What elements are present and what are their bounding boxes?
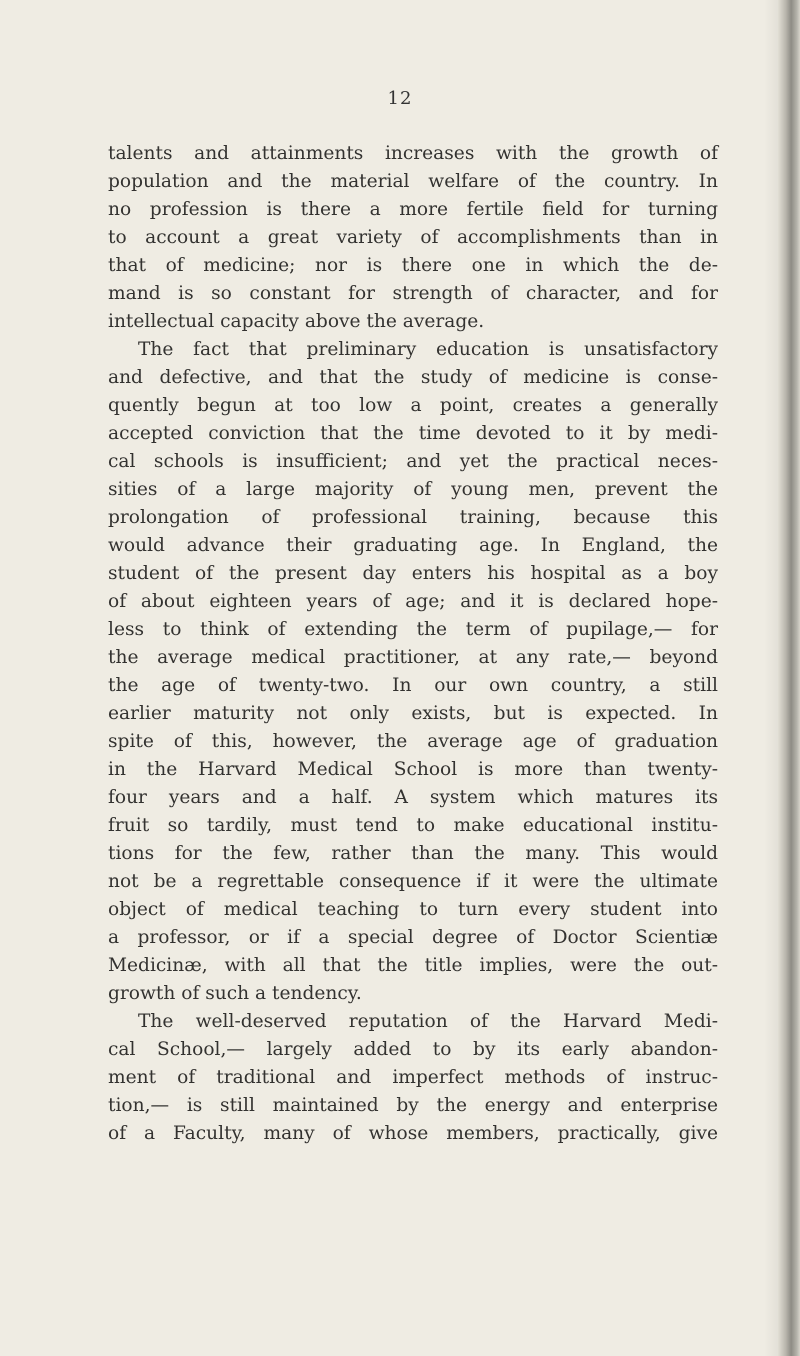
text-line: of a Faculty, many of whose members, practically, give xyxy=(108,1123,718,1144)
text-line: earlier maturity not only exists, but is expected. In xyxy=(108,703,718,724)
text-line: prolongation of professional training, because this xyxy=(108,507,718,528)
text-line: would advance their graduating age. In England, the xyxy=(108,535,718,556)
text-line: the average medical practitioner, at any rate,— beyond xyxy=(108,647,718,668)
text-line: cal schools is insufficient; and yet the practical neces- xyxy=(108,451,718,472)
book-binding-edge xyxy=(778,0,800,1356)
text-line: cal School,— largely added to by its early abandon- xyxy=(108,1039,718,1060)
text-line: Medicinæ, with all that the title implies, were the out- xyxy=(108,955,718,976)
body-text xyxy=(108,140,718,1148)
text-line: The well-deserved reputation of the Harvard Medi- xyxy=(138,1011,718,1032)
text-line: quently begun at too low a point, creates a generally xyxy=(108,395,718,416)
text-line: The fact that preliminary education is unsatisfactory xyxy=(138,339,718,360)
text-line: talents and attainments increases with the growth of xyxy=(108,143,718,164)
text-line: growth of such a tendency. xyxy=(108,983,362,1004)
text-line: fruit so tardily, must tend to make educational institu- xyxy=(108,815,718,836)
text-line: spite of this, however, the average age of graduation xyxy=(108,731,718,752)
text-line: less to think of extending the term of pupilage,— for xyxy=(108,619,718,640)
text-line: accepted conviction that the time devoted to it by medi- xyxy=(108,423,718,444)
text-line: sities of a large majority of young men, prevent the xyxy=(108,479,718,500)
text-line: object of medical teaching to turn every student into xyxy=(108,899,718,920)
text-line: no profession is there a more fertile field for turning xyxy=(108,199,718,220)
text-line: the age of twenty-two. In our own country, a still xyxy=(108,675,718,696)
text-line: intellectual capacity above the average. xyxy=(108,311,485,332)
text-line: mand is so constant for strength of character, and for xyxy=(108,283,718,304)
text-line: and defective, and that the study of medicine is conse- xyxy=(108,367,718,388)
binding-shadow xyxy=(764,0,778,1356)
text-line: ment of traditional and imperfect methods of instruc- xyxy=(108,1067,718,1088)
text-line: in the Harvard Medical School is more than twenty- xyxy=(108,759,718,780)
page-number: 12 xyxy=(387,88,413,109)
text-line: not be a regrettable consequence if it were the ultimate xyxy=(108,871,718,892)
text-line: tions for the few, rather than the many. This would xyxy=(108,843,718,864)
text-line: four years and a half. A system which matures its xyxy=(108,787,718,808)
text-line: that of medicine; nor is there one in which the de- xyxy=(108,255,718,276)
text-line: of about eighteen years of age; and it is declared hope- xyxy=(108,591,718,612)
text-line: to account a great variety of accomplishments than in xyxy=(108,227,718,248)
text-line: population and the material welfare of the country. In xyxy=(108,171,718,192)
text-line: a professor, or if a special degree of Doctor Scientiæ xyxy=(108,927,718,948)
text-line: tion,— is still maintained by the energy and enterprise xyxy=(108,1095,718,1116)
text-line: student of the present day enters his hospital as a boy xyxy=(108,563,718,584)
